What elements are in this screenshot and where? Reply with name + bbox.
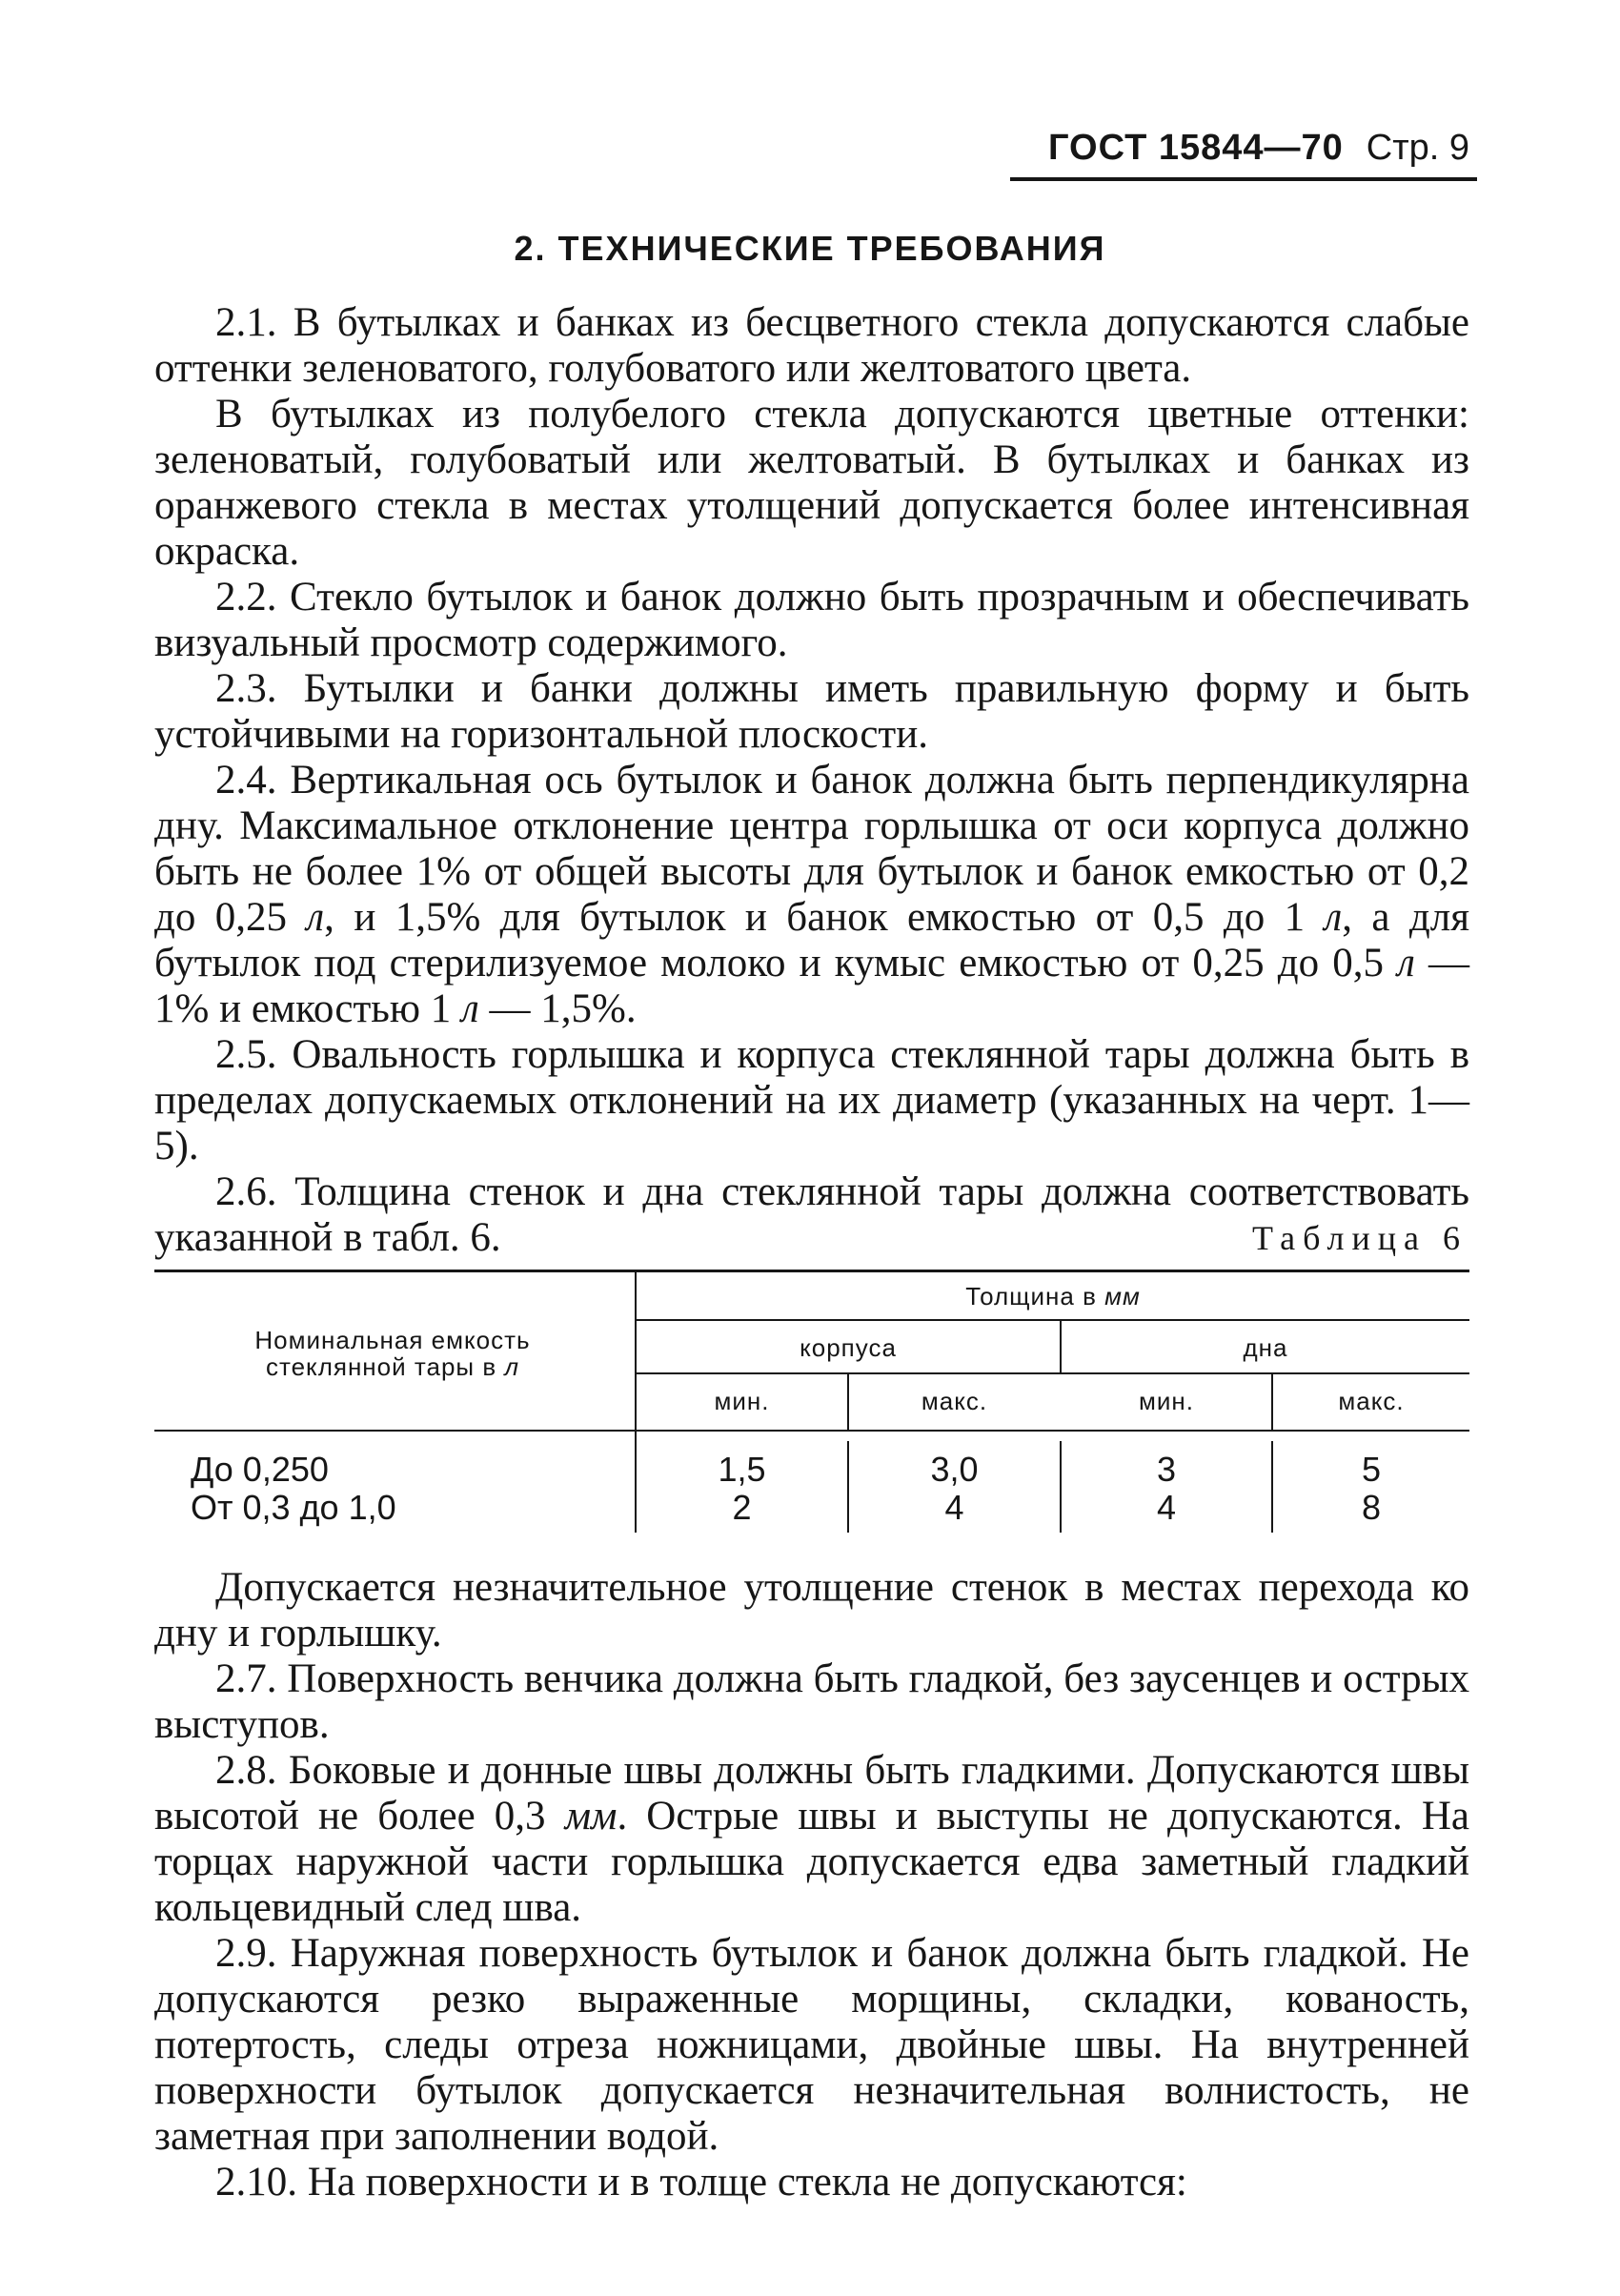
paragraph-2-7: 2.7. Поверхность венчика должна быть гладкой, без заусенцев и острых выступов.	[154, 1656, 1469, 1747]
col-capacity-line1: Номинальная емкость	[254, 1326, 531, 1354]
table-row-2-bottom-max: 8	[1361, 1488, 1382, 1527]
p24-part-b: , и 1,5% для бутылок и банок емкостью от 0,5 до 1	[324, 895, 1325, 940]
text-block-top	[154, 300, 1469, 1261]
section-title: 2. ТЕХНИЧЕСКИЕ ТРЕБОВАНИЯ	[514, 229, 1106, 268]
unit-liter: л	[1397, 941, 1415, 985]
text-block-bottom	[154, 1565, 1469, 2205]
col-capacity-unit: л	[504, 1352, 520, 1381]
table-row-2-bottom-min: 4	[1156, 1488, 1177, 1527]
paragraph-2-3: 2.3. Бутылки и банки должны иметь правильную форму и быть устойчивыми на горизонтальной плоскости.	[154, 666, 1469, 757]
unit-liter: л	[1324, 895, 1343, 940]
table-row-1-capacity: До 0,250	[191, 1450, 329, 1489]
page-number: Стр. 9	[1366, 128, 1469, 168]
paragraph-2-2: 2.2. Стекло бутылок и банок должно быть прозрачным и обеспечивать визуальный просмотр содержимого.	[154, 575, 1469, 665]
table-header-bottom-rule	[154, 1430, 1469, 1432]
p24-part-c: , а для бутылок под стерилизуемое молоко и кумыс емкостью от 0,25 до 0,5	[154, 895, 1469, 985]
paragraph-2-9: 2.9. Наружная поверхность бутылок и банок должна быть гладкой. Не допускаются резко выраженные морщины, складки, кованость, потертость, следы отреза ножницами, двойные швы. На внутренней поверхности бутылок допускается незначительная волнистость, не заметная при заполнении водой.	[154, 1931, 1469, 2159]
table-row-1-body-min: 1,5	[718, 1450, 766, 1489]
p28-part-b: . Острые швы и выступы не допускаются. На торцах наружной части горлышка допускается едва заметный гладкий кольцевидный след шва.	[154, 1794, 1469, 1930]
standard-number: ГОСТ 15844—70	[1048, 128, 1344, 168]
table-row-2-body-min: 2	[732, 1488, 752, 1527]
table-top-rule	[154, 1270, 1469, 1272]
paragraph-2-10: 2.10. На поверхности и в толще стекла не допускаются:	[215, 2160, 1187, 2205]
paragraph-2-1: 2.1. В бутылках и банках из бесцветного стекла допускаются слабые оттенки зеленоватого, голубоватого или желтоватого цвета.	[154, 300, 1469, 391]
col-bottom-max: макс.	[1338, 1387, 1405, 1415]
paragraph-2-8	[154, 1748, 1469, 1931]
col-bottom-header: дна	[1243, 1333, 1288, 1362]
unit-liter: л	[306, 895, 325, 940]
thickness-table	[154, 1260, 1469, 1536]
page-header	[982, 122, 1477, 179]
paragraph-2-6-note: Допускается незначительное утолщение стенок в местах перехода ко дну и горлышку.	[154, 1565, 1469, 1656]
paragraph-2-6: 2.6. Толщина стенок и дна стеклянной тары должна соответствовать указанной в табл. 6.	[154, 1169, 1469, 1260]
p28-part-a: 2.8. Боковые и донные швы должны быть гладкими. Допускаются швы высотой не более 0,3	[154, 1748, 1469, 1839]
col-thickness-unit: мм	[1104, 1282, 1141, 1311]
table-minmax-rule	[637, 1372, 1469, 1374]
table-subheader-rule	[637, 1319, 1469, 1321]
col-bottom-min: мин.	[1139, 1387, 1194, 1415]
table-row-2-body-max: 4	[944, 1488, 964, 1527]
table-row-1-bottom-min: 3	[1156, 1450, 1177, 1489]
col-thickness-label: Толщина в	[965, 1282, 1105, 1311]
col-thickness-header	[637, 1283, 1469, 1310]
paragraph-2-5: 2.5. Овальность горлышка и корпуса стеклянной тары должна быть в пределах допускаемых отклонений на их диаметр (указанных на черт. 1—5).	[154, 1032, 1469, 1168]
table-row-1-body-max: 3,0	[930, 1450, 979, 1489]
col-body-max: макс.	[921, 1387, 988, 1415]
col-body-header: корпуса	[800, 1333, 897, 1362]
paragraph-2-4	[154, 758, 1469, 1032]
col-capacity-line2: стеклянной тары в	[265, 1352, 505, 1381]
unit-mm: мм	[564, 1794, 618, 1839]
paragraph-2-1-cont: В бутылках из полубелого стекла допускаются цветные оттенки: зеленоватый, голубоватый или желтоватый. В бутылках и банках из оранжевого стекла в местах утолщений допускается более интенсивная окраска.	[154, 392, 1469, 574]
unit-liter: л	[461, 986, 479, 1031]
p24-part-d: — 1% и емкостью 1	[154, 941, 1469, 1031]
col-capacity-header	[154, 1327, 631, 1380]
table-row-1-bottom-max: 5	[1361, 1450, 1382, 1489]
p24-part-a: 2.4. Вертикальная ось бутылок и банок должна быть перпендикулярна дну. Максимальное отклонение центра горлышка от оси корпуса должно быть не более 1% от общей высоты для бутылок и банок емкостью от 0,2 до 0,25	[154, 758, 1469, 940]
col-body-min: мин.	[714, 1387, 770, 1415]
header-rule	[1010, 177, 1477, 181]
p24-part-e: — 1,5%.	[478, 986, 637, 1031]
table-row-2-capacity: От 0,3 до 1,0	[191, 1488, 396, 1527]
table-caption: Таблица 6	[1252, 1219, 1468, 1257]
